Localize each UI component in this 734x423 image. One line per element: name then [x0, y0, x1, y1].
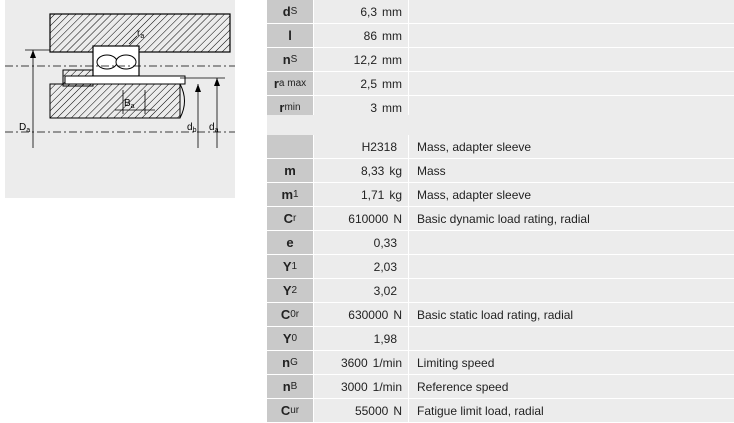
row-symbol [267, 303, 313, 326]
adapter-sleeve [65, 76, 185, 84]
dimension-table [267, 0, 734, 120]
value-text: 3,02 [373, 283, 397, 298]
row-symbol [267, 231, 313, 254]
value-text: 0,33 [373, 235, 397, 250]
row-value [313, 303, 408, 326]
value-text: 1,71 [360, 187, 385, 202]
table-row [267, 207, 734, 231]
unit-text: mm [382, 52, 402, 67]
value-text: 1,98 [373, 331, 397, 346]
row-symbol [267, 279, 313, 302]
symbol-subscript: 1 [293, 189, 299, 200]
row-description: Basic static load rating, radial [408, 303, 734, 326]
symbol-subscript: ur [290, 405, 300, 416]
table-row [267, 327, 734, 351]
unit-text: kg [389, 187, 402, 202]
unit-text: N [393, 211, 402, 226]
row-description: Reference speed [408, 375, 734, 398]
row-symbol [267, 375, 313, 398]
value-text: 3 [370, 100, 377, 115]
row-description [408, 279, 734, 302]
unit-text: N [393, 307, 402, 322]
symbol-text: C [283, 211, 294, 226]
row-description [408, 231, 734, 254]
table-row [267, 72, 734, 96]
unit-text: N [393, 403, 402, 418]
value-text: 8,33 [360, 163, 385, 178]
row-value [313, 279, 408, 302]
unit-text: mm [382, 28, 402, 43]
symbol-subscript: G [290, 357, 298, 368]
row-description [408, 48, 734, 71]
bearing-diagram [5, 0, 235, 198]
symbol-subscript: r [293, 213, 297, 224]
symbol-subscript: B [290, 381, 298, 392]
row-value [313, 24, 408, 47]
value-text: 3600 [340, 355, 368, 370]
symbol-subscript: min [284, 102, 301, 113]
shaft-section [50, 84, 180, 118]
value-text: 6,3 [360, 4, 377, 19]
row-value [313, 0, 408, 23]
table-row [267, 24, 734, 48]
row-description [408, 255, 734, 278]
row-description: Basic dynamic load rating, radial [408, 207, 734, 230]
symbol-text: C [280, 307, 291, 322]
symbol-subscript: 0 [291, 333, 298, 344]
row-symbol [267, 48, 313, 71]
row-value [313, 255, 408, 278]
row-value [313, 375, 408, 398]
symbol-text: n [282, 52, 291, 67]
symbol-text: Y [282, 259, 292, 274]
row-symbol [267, 255, 313, 278]
symbol-text: m [281, 187, 293, 202]
row-value [313, 183, 408, 206]
symbol-text: m [284, 163, 296, 178]
row-description [408, 0, 734, 23]
row-description: Mass [408, 159, 734, 182]
symbol-text: r [279, 100, 285, 115]
symbol-text: r [273, 76, 279, 91]
row-symbol [267, 24, 313, 47]
symbol-subscript: 0r [290, 309, 300, 320]
symbol-text: Y [282, 331, 292, 346]
label-ra: $r_a$ [137, 28, 145, 40]
symbol-text: C [280, 403, 291, 418]
symbol-subscript: S [290, 6, 298, 17]
row-symbol [267, 351, 313, 374]
unit-text: mm [382, 76, 402, 91]
symbol-text: l [288, 28, 292, 43]
row-symbol [267, 159, 313, 182]
properties-table [267, 135, 734, 423]
row-value [313, 159, 408, 182]
label-db: $d_b$ [187, 122, 197, 134]
value-text: 3000 [340, 379, 368, 394]
table-row [267, 375, 734, 399]
bearing-mounting-drawing [5, 0, 235, 198]
unit-text: mm [382, 100, 402, 115]
row-description: Fatigue limit load, radial [408, 399, 734, 422]
unit-text: mm [382, 4, 402, 19]
label-Da: $D_a$ [19, 122, 31, 134]
value-text: H2318 [361, 139, 397, 154]
unit-text: kg [389, 163, 402, 178]
table-row [267, 255, 734, 279]
table-row [267, 183, 734, 207]
table-separator [267, 115, 734, 135]
row-value [313, 72, 408, 95]
row-value [313, 207, 408, 230]
row-symbol [267, 327, 313, 350]
value-text: 55000 [354, 403, 389, 418]
row-symbol [267, 207, 313, 230]
symbol-text: n [282, 379, 291, 394]
table-row [267, 0, 734, 24]
table-row [267, 279, 734, 303]
row-value [313, 48, 408, 71]
row-value [313, 327, 408, 350]
table-row [267, 399, 734, 423]
table-row [267, 48, 734, 72]
table-row [267, 303, 734, 327]
value-text: 610000 [348, 211, 389, 226]
symbol-subscript: 1 [291, 261, 298, 272]
row-symbol [267, 135, 313, 158]
value-text: 2,5 [360, 76, 377, 91]
table-row [267, 351, 734, 375]
symbol-text: Y [282, 283, 292, 298]
value-text: 630000 [348, 307, 389, 322]
row-description [408, 24, 734, 47]
row-description: Limiting speed [408, 351, 734, 374]
table-row [267, 135, 734, 159]
unit-text: 1/min [372, 355, 402, 370]
symbol-subscript: a max [278, 78, 307, 89]
row-value [313, 351, 408, 374]
value-text: 2,03 [373, 259, 397, 274]
row-value [313, 231, 408, 254]
value-text: 12,2 [353, 52, 377, 67]
row-description: Mass, adapter sleeve [408, 183, 734, 206]
table-row [267, 159, 734, 183]
table-row [267, 231, 734, 255]
row-description: Mass, adapter sleeve [408, 135, 734, 158]
row-symbol [267, 72, 313, 95]
row-value [313, 135, 408, 158]
label-Ba: $B_a$ [124, 98, 135, 110]
symbol-subscript: S [290, 54, 298, 65]
value-text: 86 [363, 28, 377, 43]
symbol-text: e [286, 235, 294, 250]
unit-text: 1/min [372, 379, 402, 394]
row-description [408, 72, 734, 95]
row-symbol [267, 183, 313, 206]
row-description [408, 327, 734, 350]
symbol-text: d [282, 4, 291, 19]
row-symbol [267, 0, 313, 23]
symbol-text: n [282, 355, 291, 370]
symbol-subscript: 2 [291, 285, 298, 296]
label-da: $d_a$ [209, 122, 219, 134]
